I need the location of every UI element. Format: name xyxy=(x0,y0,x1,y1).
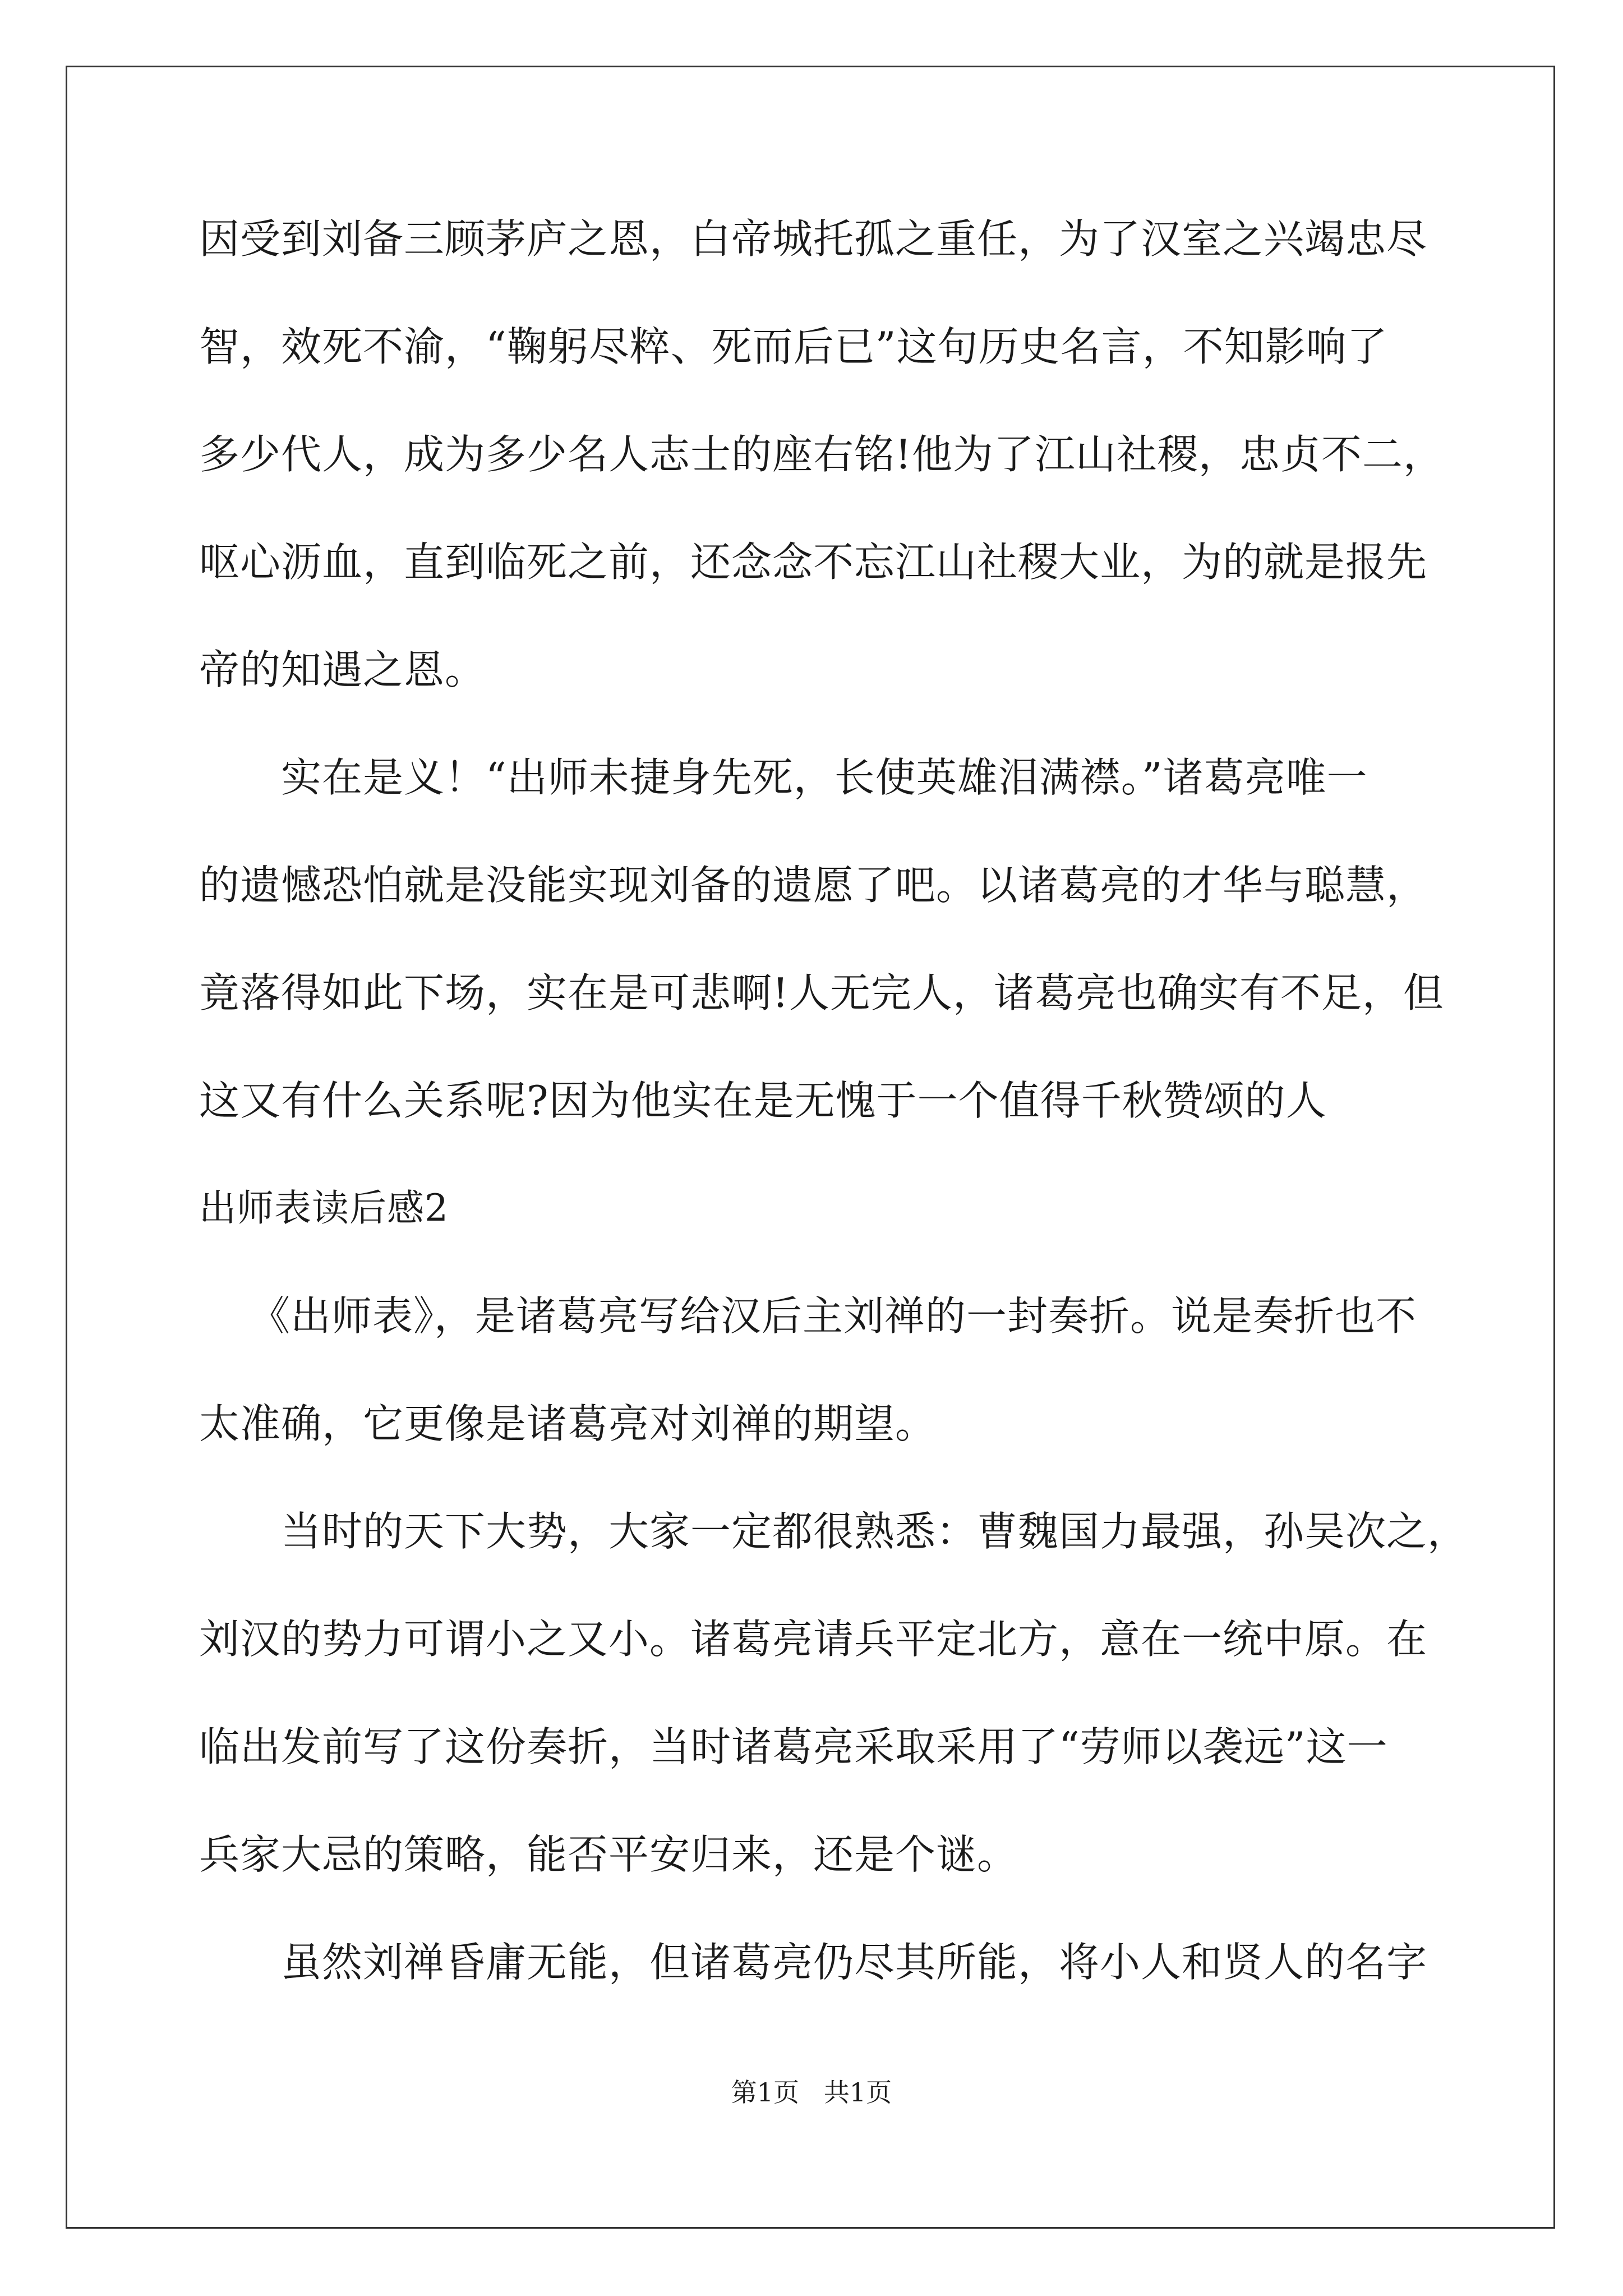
text-line: 太准确，它更像是诸葛亮对刘禅的期望。 xyxy=(199,1400,937,1447)
text-line: 多少代人，成为多少名人志士的座右铭!他为了江山社稷，忠贞不二， xyxy=(199,431,1444,478)
text-line: 呕心沥血，直到临死之前，还念念不忘江山社稷大业，为的就是报先 xyxy=(199,539,1428,586)
text-line: 因受到刘备三顾茅庐之恩，白帝城托孤之重任，为了汉室之兴竭忠尽 xyxy=(199,215,1428,263)
page-number-footer: 第1页 共1页 xyxy=(731,2077,892,2108)
text-line: 竟落得如此下场，实在是可悲啊!人无完人，诸葛亮也确实有不足，但 xyxy=(199,969,1444,1016)
paragraph-first-line: 虽然刘禅昏庸无能，但诸葛亮仍尽其所能，将小人和贤人的名字 xyxy=(281,1939,1428,1986)
text-line: 刘汉的势力可谓小之又小。诸葛亮请兵平定北方，意在一统中原。在 xyxy=(199,1616,1428,1663)
text-line: 的遗憾恐怕就是没能实现刘备的遗愿了吧。以诸葛亮的才华与聪慧， xyxy=(199,862,1428,909)
text-line: 临出发前写了这份奏折，当时诸葛亮采取采用了“劳师以袭远”这一 xyxy=(199,1723,1388,1770)
section-heading: 出师表读后感2 xyxy=(199,1186,449,1230)
paragraph-first-line: 实在是义！“出师未捷身先死，长使英雄泪满襟。”诸葛亮唯一 xyxy=(281,754,1368,801)
text-line: 智，效死不渝，“鞠躬尽粹、死而后已”这句历史名言，不知影响了 xyxy=(199,323,1388,370)
text-line: 兵家大忌的策略，能否平安归来，还是个谜。 xyxy=(199,1831,1018,1878)
paragraph-first-line: 《出师表》，是诸葛亮写给汉后主刘禅的一封奏折。说是奏折也不 xyxy=(250,1292,1417,1340)
text-line: 这又有什么关系呢?因为他实在是无愧于一个值得千秋赞颂的人 xyxy=(199,1077,1327,1124)
page-frame xyxy=(66,66,1555,2229)
text-line: 帝的知遇之恩。 xyxy=(199,646,486,693)
paragraph-first-line: 当时的天下大势，大家一定都很熟悉：曹魏国力最强，孙吴次之， xyxy=(281,1508,1469,1555)
